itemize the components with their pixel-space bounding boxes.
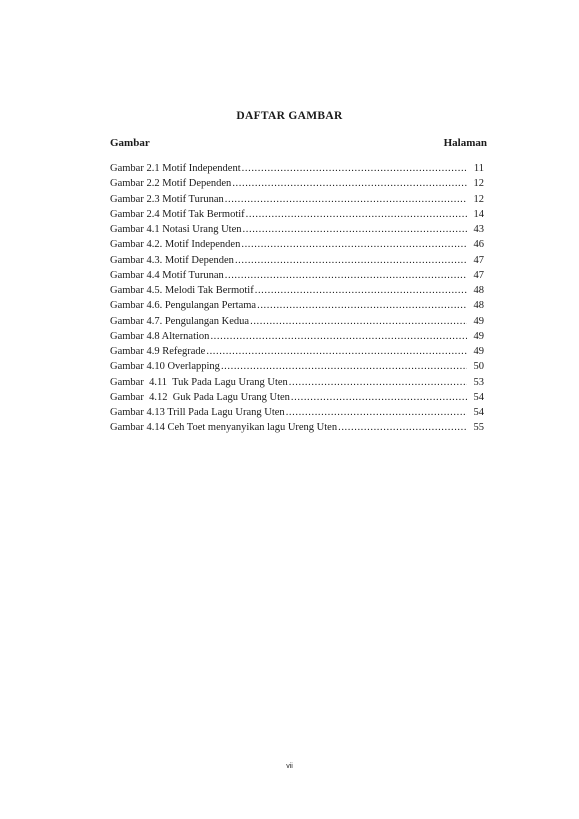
figure-caption: Gambar 2.3 Motif Turunan bbox=[110, 193, 224, 205]
list-item bbox=[110, 239, 484, 254]
figure-page-number: 12 bbox=[473, 178, 484, 190]
column-headers bbox=[110, 137, 487, 149]
dot-leader bbox=[241, 239, 467, 250]
figure-caption: Gambar 4.7. Pengulangan Kedua bbox=[110, 315, 250, 327]
figure-caption: Gambar 4.13 Trill Pada Lagu Urang Uten bbox=[110, 407, 285, 418]
list-item bbox=[110, 209, 484, 224]
list-item bbox=[110, 316, 484, 331]
figure-page-number: 46 bbox=[473, 239, 484, 251]
figure-caption: Gambar 4.8 Alternation bbox=[110, 330, 210, 342]
dot-leader bbox=[291, 392, 467, 403]
figure-page-number: 54 bbox=[473, 391, 484, 403]
dot-leader bbox=[243, 224, 467, 235]
dot-leader bbox=[225, 270, 467, 281]
page-number: vii bbox=[286, 763, 293, 770]
figure-page-number: 50 bbox=[473, 361, 484, 373]
figure-page-number: 14 bbox=[473, 208, 484, 220]
list-item bbox=[110, 331, 484, 346]
list-item bbox=[110, 224, 484, 239]
figure-caption: Gambar 4.4 Motif Turunan bbox=[110, 269, 224, 281]
figure-caption: Gambar 4.10 Overlapping bbox=[110, 361, 220, 373]
figure-page-number: 43 bbox=[473, 224, 484, 235]
list-item bbox=[110, 270, 484, 285]
dot-leader bbox=[338, 422, 467, 433]
list-item bbox=[110, 285, 484, 300]
dot-leader bbox=[246, 209, 467, 220]
dot-leader bbox=[250, 316, 467, 327]
dot-leader bbox=[289, 377, 467, 388]
dot-leader bbox=[225, 194, 467, 205]
list-item bbox=[110, 422, 484, 437]
figure-caption: Gambar 4.1 Notasi Urang Uten bbox=[110, 224, 242, 235]
list-item bbox=[110, 407, 484, 422]
list-item bbox=[110, 163, 484, 178]
figure-caption: Gambar 2.1 Motif Independent bbox=[110, 163, 241, 174]
figure-page-number: 48 bbox=[473, 300, 484, 312]
dot-leader bbox=[257, 300, 467, 311]
dot-leader bbox=[221, 361, 467, 372]
figure-caption: Gambar 4.11 Tuk Pada Lagu Urang Uten bbox=[110, 376, 288, 388]
figure-page-number: 48 bbox=[473, 285, 484, 296]
figure-page-number: 49 bbox=[473, 346, 484, 357]
figure-caption: Gambar 4.6. Pengulangan Pertama bbox=[110, 300, 257, 312]
figure-page-number: 12 bbox=[473, 193, 484, 205]
list-item bbox=[110, 346, 484, 361]
figure-page-number: 54 bbox=[473, 407, 484, 418]
figure-page-number: 49 bbox=[473, 315, 484, 327]
page-title: DAFTAR GAMBAR bbox=[236, 110, 343, 122]
dot-leader bbox=[286, 407, 467, 418]
list-item bbox=[110, 361, 484, 376]
figure-caption: Gambar 2.2 Motif Dependen bbox=[110, 178, 232, 190]
figure-page-number: 47 bbox=[473, 254, 484, 266]
figure-page-number: 11 bbox=[473, 163, 484, 174]
list-item bbox=[110, 178, 484, 193]
list-item bbox=[110, 300, 484, 315]
dot-leader bbox=[242, 163, 467, 174]
list-item bbox=[110, 255, 484, 270]
column-header-page: Halaman bbox=[443, 137, 487, 149]
figure-page-number: 55 bbox=[473, 422, 484, 434]
list-item bbox=[110, 392, 484, 407]
figure-page-number: 47 bbox=[473, 269, 484, 281]
dot-leader bbox=[235, 255, 467, 266]
list-item bbox=[110, 377, 484, 392]
dot-leader bbox=[210, 331, 467, 342]
figure-caption: Gambar 4.14 Ceh Toet menyanyikan lagu Ureng Uten bbox=[110, 422, 338, 434]
figure-list bbox=[110, 163, 484, 438]
dot-leader bbox=[206, 346, 467, 357]
dot-leader bbox=[255, 285, 467, 296]
dot-leader bbox=[232, 178, 467, 189]
figure-caption: Gambar 4.2. Motif Independen bbox=[110, 239, 241, 251]
column-header-figure: Gambar bbox=[110, 137, 150, 149]
list-item bbox=[110, 194, 484, 209]
figure-caption: Gambar 4.12 Guk Pada Lagu Urang Uten bbox=[110, 391, 290, 403]
figure-caption: Gambar 4.9 Refegrade bbox=[110, 346, 206, 357]
figure-caption: Gambar 2.4 Motif Tak Bermotif bbox=[110, 208, 245, 220]
figure-caption: Gambar 4.5. Melodi Tak Bermotif bbox=[110, 285, 254, 296]
figure-caption: Gambar 4.3. Motif Dependen bbox=[110, 254, 234, 266]
figure-page-number: 49 bbox=[473, 330, 484, 342]
figure-page-number: 53 bbox=[473, 376, 484, 388]
